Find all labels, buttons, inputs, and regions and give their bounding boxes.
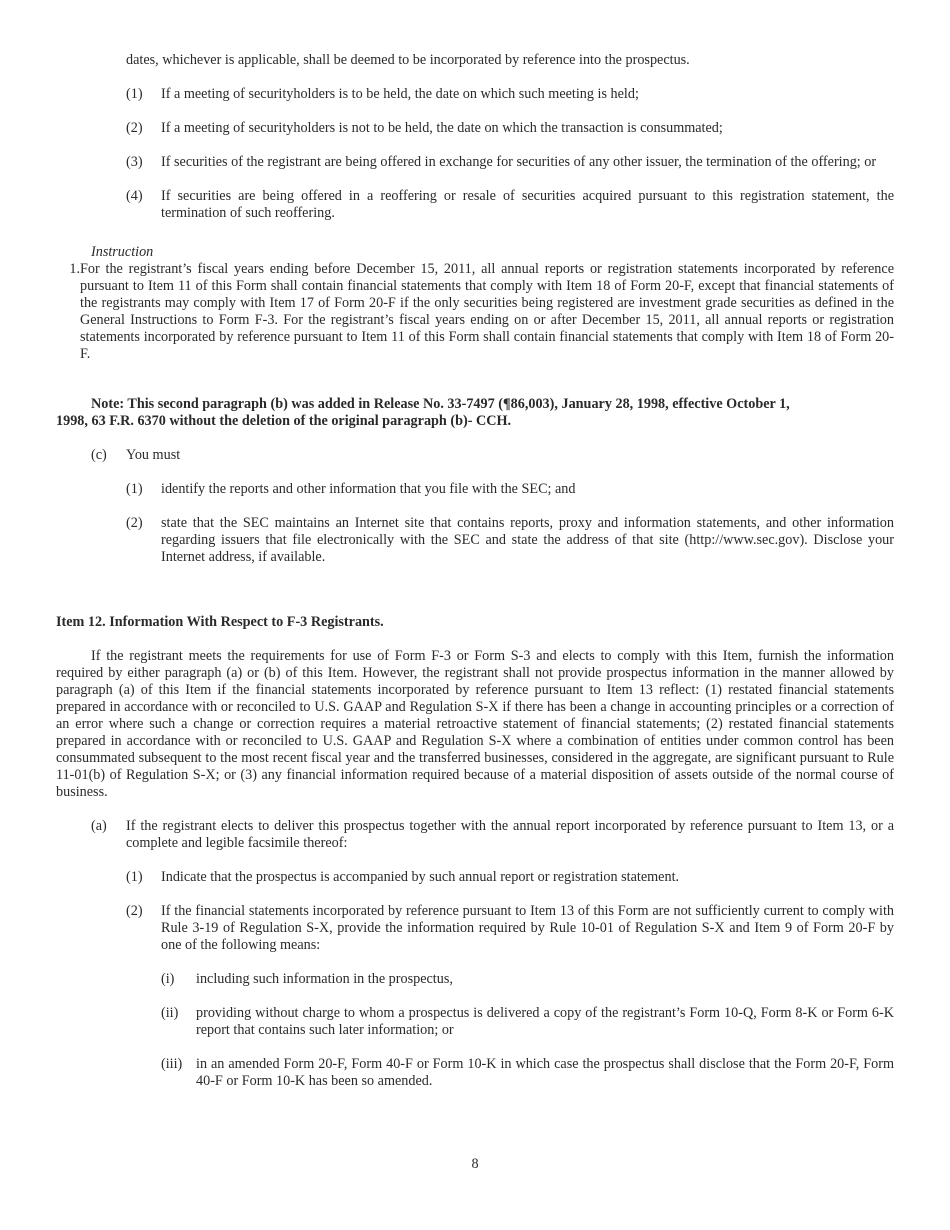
paragraph-a-subitem-i — [161, 971, 894, 988]
item-text: If the financial statements incorporated by reference pursuant to Item 13 of this Form are not sufficiently current to comply with Rule 3-19 of Regulation S-X, provide the information required by Rule 10-01 of Regulation S-X and Item 9 of Form 20-F by one of the following means: — [161, 903, 894, 953]
note-line-1: Note: This second paragraph (b) was added in Release No. 33-7497 (¶86,003), January 28, 1998, effective October 1, — [91, 396, 790, 412]
item-text: providing without charge to whom a prospectus is delivered a copy of the registrant’s Form 10-Q, Form 8-K or Form 6-K report that contains such later information; or — [196, 1005, 894, 1038]
item-text: If a meeting of securityholders is to be held, the date on which such meeting is held; — [161, 86, 639, 102]
item-text: including such information in the prospectus, — [196, 971, 453, 987]
paragraph-c — [91, 447, 894, 464]
instruction-number: 1. — [69, 261, 80, 277]
item-12-paragraph-a — [91, 818, 894, 852]
item-label: (2) — [126, 903, 143, 919]
paragraph-label: (c) — [91, 447, 107, 463]
instruction-text: For the registrant’s fiscal years ending before December 15, 2011, all annual reports or registration statements incorporated by reference pursuant to Item 11 of this Form shall contain financial statements that comply with Item 18 of Form 20-F, except that financial statements of the registrants may comply with Item 17 of Form 20-F if the only securities being registered are investment grade securities as defined in the General Instructions to Form F-3. For the registrant’s fiscal years ending on or after December 15, 2011, all annual reports or registration statements incorporated by reference pursuant to Item 11 of this Form shall contain financial statements that comply with Item 18 of Form 20-F. — [80, 261, 894, 362]
paragraph-c-item-2 — [126, 515, 894, 566]
item-text: If securities are being offered in a reoffering or resale of securities acquired pursuant to this registration statement, the termination of such reoffering. — [161, 188, 894, 221]
item-text: Indicate that the prospectus is accompanied by such annual report or registration statement. — [161, 869, 680, 885]
note-line-2: 1998, 63 F.R. 6370 without the deletion of the original paragraph (b)- CCH. — [56, 413, 512, 429]
item-text: If a meeting of securityholders is not to be held, the date on which the transaction is consummated; — [161, 120, 723, 136]
item-label: (1) — [126, 86, 143, 102]
item-text: state that the SEC maintains an Internet site that contains reports, proxy and information statements, and other information regarding issuers that file electronically with the SEC and state the address of that site (http://www.sec.gov). Disclose your Internet address, if available. — [161, 515, 894, 565]
continued-paragraph: dates, whichever is applicable, shall be deemed to be incorporated by reference into the prospectus. — [126, 52, 690, 68]
date-item-4 — [126, 188, 894, 222]
item-label: (ii) — [161, 1005, 179, 1021]
editorial-note — [56, 396, 894, 430]
paragraph-a-subitem-iii — [161, 1056, 894, 1090]
item-label: (i) — [161, 971, 175, 987]
date-item-2 — [126, 120, 894, 137]
paragraph-text: If the registrant elects to deliver this prospectus together with the annual report incorporated by reference pursuant to Item 13, or a complete and legible facsimile thereof: — [126, 818, 894, 851]
paragraph-a-subitem-ii — [161, 1005, 894, 1039]
item-label: (2) — [126, 120, 143, 136]
paragraph-c-item-1 — [126, 481, 894, 498]
paragraph-label: (a) — [91, 818, 107, 834]
item-label: (3) — [126, 154, 143, 170]
instruction-item-1 — [56, 261, 894, 363]
item-12-intro: If the registrant meets the requirements for use of Form F-3 or Form S-3 and elects to comply with this Item, furnish the information required by either paragraph (a) or (b) of this Item. However, the registrant shall not provide prospectus information in the manner allowed by paragraph (a) of this Item if the financial statements incorporated by reference pursuant to Item 13 reflect: (1) restated financial statements prepared in accordance with or reconciled to U.S. GAAP and Regulation S-X if there has been a change in accounting principles or a correction of an error where such a change or correction requires a material retroactive statement of financial statements; (2) restated financial statements prepared in accordance with or reconciled to U.S. GAAP and Regulation S-X where a combination of entities under common control has been consummated subsequent to the most recent fiscal year and the transferred businesses, considered in the aggregate, are significant pursuant to Rule 11-01(b) of Regulation S-X; or (3) any financial information required because of a material disposition of assets outside of the normal course of business. — [56, 648, 894, 800]
item-text: in an amended Form 20-F, Form 40-F or Form 10-K in which case the prospectus shall disclose that the Form 20-F, Form 40-F or Form 10-K has been so amended. — [196, 1056, 894, 1089]
item-label: (iii) — [161, 1056, 183, 1072]
item-label: (1) — [126, 481, 143, 497]
paragraph-a-item-2 — [126, 903, 894, 954]
instruction-heading: Instruction — [91, 244, 154, 260]
page-number: 8 — [471, 1156, 479, 1172]
item-label: (4) — [126, 188, 143, 204]
paragraph-text: You must — [126, 447, 181, 463]
date-item-1 — [126, 86, 894, 103]
item-text: identify the reports and other information that you file with the SEC; and — [161, 481, 576, 497]
item-label: (2) — [126, 515, 143, 531]
paragraph-a-item-1 — [126, 869, 894, 886]
item-label: (1) — [126, 869, 143, 885]
item-12-heading: Item 12. Information With Respect to F-3 Registrants. — [56, 614, 384, 630]
date-item-3 — [126, 154, 894, 171]
item-text: If securities of the registrant are being offered in exchange for securities of any other issuer, the termination of the offering; or — [161, 154, 877, 170]
document-page — [56, 52, 894, 1090]
